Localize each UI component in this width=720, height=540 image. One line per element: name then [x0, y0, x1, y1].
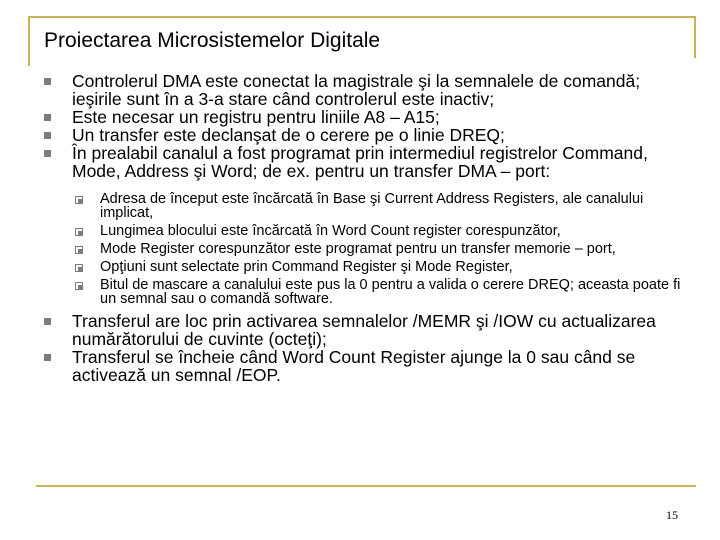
hollow-square-bullet-icon	[75, 228, 83, 236]
square-bullet-icon	[44, 78, 51, 85]
bullet-item	[44, 72, 694, 108]
hollow-square-bullet-icon	[75, 196, 83, 204]
sub-bullet-text: Bitul de mascare a canalului este pus la 0 pentru a valida o cerere DREQ; aceasta poate fi un semnal sau o comandă software.	[100, 277, 681, 307]
title-frame-top-line	[28, 16, 696, 18]
slide-title: Proiectarea Microsistemelor Digitale	[44, 29, 381, 52]
sub-bullet-text: Lungimea blocului este încărcată în Word Count register corespunzător,	[100, 223, 561, 239]
title-frame-left-line	[28, 16, 30, 66]
footer-rule	[36, 485, 696, 487]
square-bullet-icon	[44, 132, 51, 139]
hollow-square-bullet-icon	[75, 264, 83, 272]
sub-bullet-item	[44, 192, 694, 220]
sub-bullet-text: Adresa de început este încărcată în Base şi Current Address Registers, ale canalului implicat,	[100, 191, 644, 221]
bullet-text: Transferul se încheie când Word Count Register ajunge la 0 sau când se activează un semnal /EOP.	[72, 347, 636, 385]
bullet-item	[44, 348, 694, 384]
bullet-text: Un transfer este declanşat de o cerere pe o linie DREQ;	[72, 125, 505, 145]
sub-bullet-item	[44, 278, 694, 306]
bullet-item	[44, 108, 694, 126]
sub-bullet-item	[44, 224, 694, 238]
bullet-text: Controlerul DMA este conectat la magistrale şi la semnalele de comandă; ieşirile sunt în a 3-a stare când controlerul este inactiv;	[72, 71, 641, 109]
bullet-item	[44, 144, 694, 180]
sub-bullet-item	[44, 260, 694, 274]
bullet-item	[44, 312, 694, 348]
page-number: 15	[666, 508, 678, 522]
title-frame-right-line	[694, 16, 696, 58]
square-bullet-icon	[44, 114, 51, 121]
sub-bullet-text: Mode Register corespunzător este programat pentru un transfer memorie – port,	[100, 241, 616, 257]
bullet-text: Este necesar un registru pentru liniile A8 – A15;	[72, 107, 440, 127]
slide-content	[44, 72, 694, 384]
hollow-square-bullet-icon	[75, 246, 83, 254]
square-bullet-icon	[44, 150, 51, 157]
sub-bullet-list	[44, 192, 694, 306]
sub-bullet-item	[44, 242, 694, 256]
bullet-text: În prealabil canalul a fost programat prin intermediul registrelor Command, Mode, Address şi Word; de ex. pentru un transfer DMA – port:	[72, 143, 648, 181]
sub-bullet-text: Opţiuni sunt selectate prin Command Register şi Mode Register,	[100, 259, 513, 275]
bullet-item	[44, 126, 694, 144]
hollow-square-bullet-icon	[75, 282, 83, 290]
bullet-text: Transferul are loc prin activarea semnalelor /MEMR şi /IOW cu actualizarea numărătorului de cuvinte (octeţi);	[72, 311, 656, 349]
square-bullet-icon	[44, 318, 51, 325]
square-bullet-icon	[44, 354, 51, 361]
